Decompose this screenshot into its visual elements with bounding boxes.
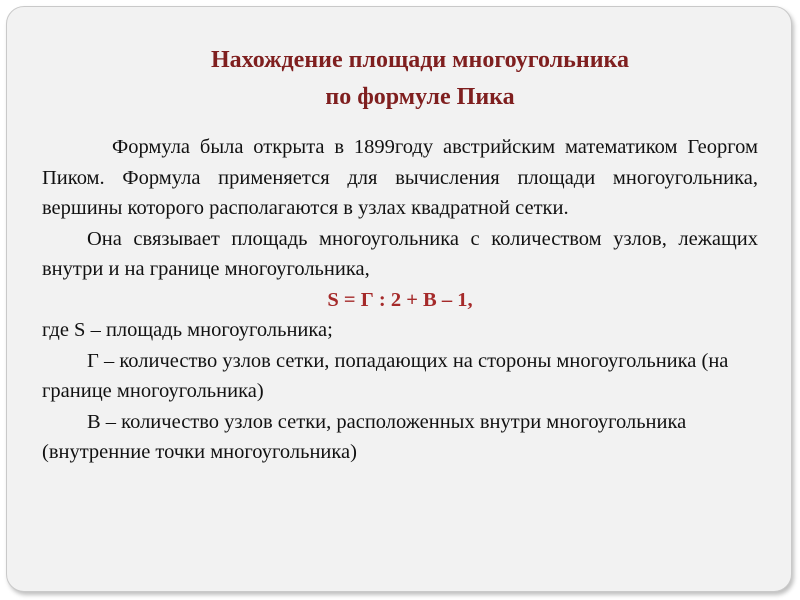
title-line-1: Нахождение площади многоугольника [210, 47, 629, 73]
slide-title [0, 42, 800, 116]
definition-g: Г – количество узлов сетки, попадающих на стороны многоугольника (на границе многоугольника) [42, 349, 729, 402]
history-paragraph: Формула была открыта в 1899году австрийским математиком Георгом Пиком. Формула применяется для вычисления площади многоугольника, вершины которого располагаются в узлах квадратной сетки. [42, 136, 758, 219]
slide-body [42, 132, 758, 468]
definition-s: где S – площадь многоугольника; [42, 319, 333, 341]
relation-paragraph: Она связывает площадь многоугольника с количеством узлов, лежащих внутри и на границе многоугольника, [42, 227, 758, 280]
title-line-2: по формуле Пика [325, 84, 515, 110]
pick-formula: S = Г : 2 + В – 1, [327, 288, 473, 311]
definition-v: В – количество узлов сетки, расположенных внутри многоугольника (внутренние точки многоугольника) [42, 410, 687, 463]
